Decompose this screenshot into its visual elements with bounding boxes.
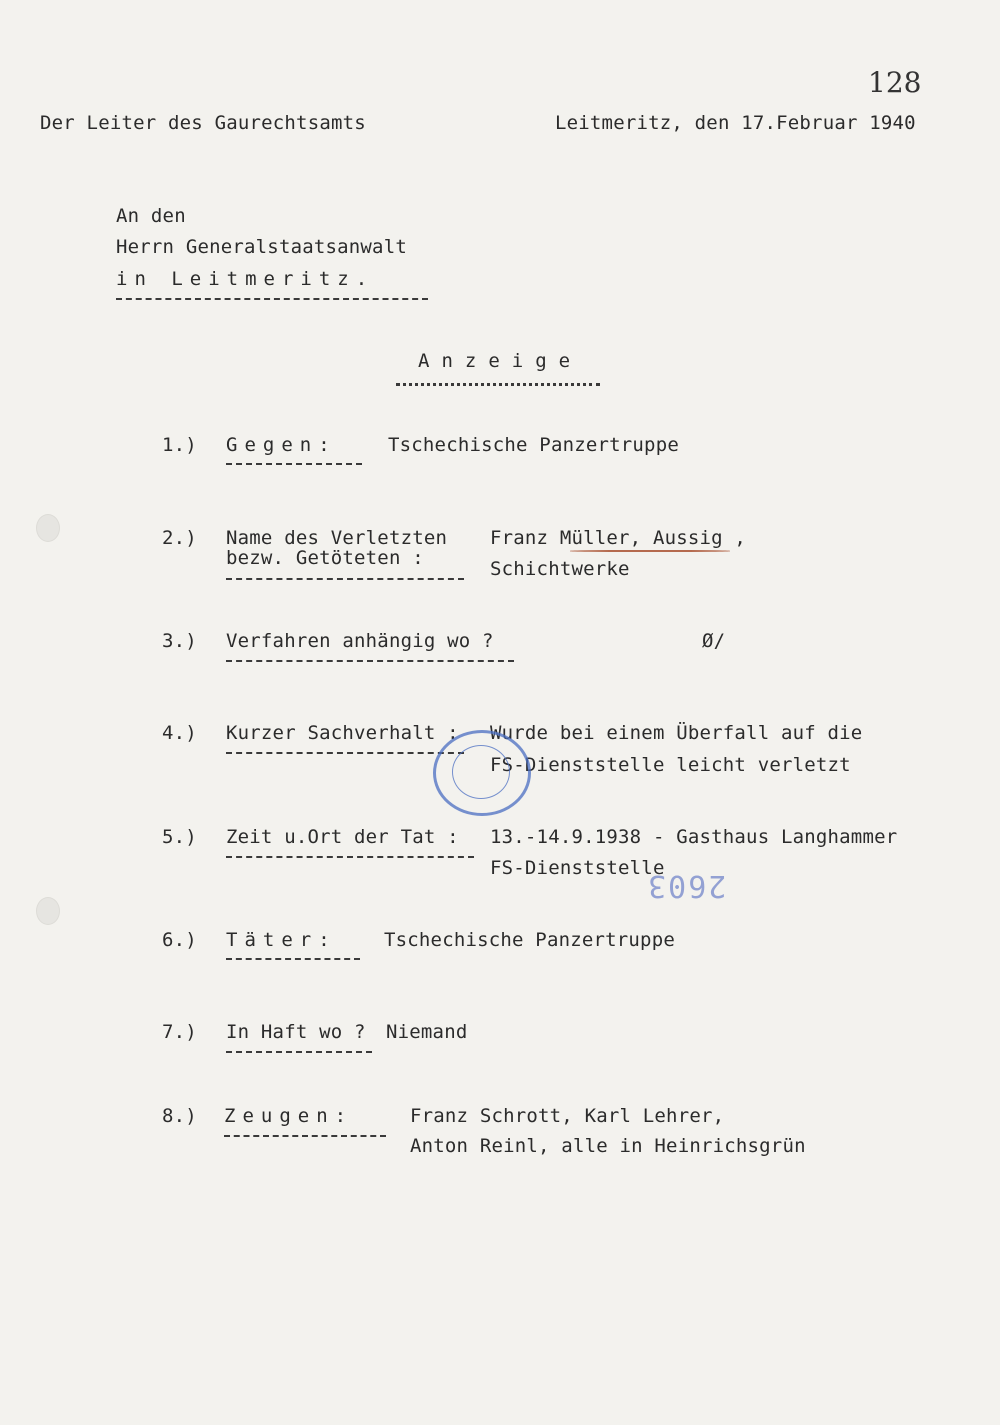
item-8-value-b: Anton Reinl, alle in Heinrichsgrün [410,1135,806,1157]
recipient-line-3: in Leitmeritz. [116,268,375,290]
item-6-label: Täter: [226,929,337,951]
item-2-value-b: Schichtwerke [490,558,630,580]
recipient-line-2: Herrn Generalstaatsanwalt [116,236,407,258]
item-7-underline [226,1051,372,1053]
item-1-label: Gegen: [226,434,337,456]
item-3-number: 3.) [162,630,197,652]
page-number: 128 [868,66,922,99]
item-8-number: 8.) [162,1105,197,1127]
item-2-underline [226,578,464,580]
item-4-number: 4.) [162,722,197,744]
item-1-number: 1.) [162,434,197,456]
item-2-number: 2.) [162,527,197,549]
punch-hole-lower [36,897,60,925]
item-4-underline [226,752,464,754]
item-5-label: Zeit u.Ort der Tat : [226,826,459,848]
item-4-value-a: Wurde bei einem Überfall auf die [490,722,863,744]
recipient-line-1: An den [116,205,186,227]
item-7-value: Niemand [386,1021,468,1043]
recipient-underline [116,298,428,300]
item-6-underline [226,958,360,960]
punch-hole-upper [36,514,60,542]
item-1-underline [226,463,362,465]
item-5-underline [226,856,474,858]
item-1-value: Tschechische Panzertruppe [388,434,679,456]
sender-line: Der Leiter des Gaurechtsamts [40,112,366,134]
item-8-underline [224,1135,386,1137]
blue-number-stamp: 2603 [646,868,727,903]
official-seal [433,730,531,816]
item-5-value-a: 13.-14.9.1938 - Gasthaus Langhammer [490,826,898,848]
item-2-label-a: Name des Verletzten [226,527,448,549]
place-date: Leitmeritz, den 17.Februar 1940 [555,112,916,134]
item-2-label-b: bezw. Getöteten : [226,547,424,569]
item-5-number: 5.) [162,826,197,848]
item-7-label: In Haft wo ? [226,1021,366,1043]
official-seal-inner-ring [452,745,510,799]
item-4-value-b: FS-Dienststelle leicht verletzt [490,754,851,776]
item-8-label: Zeugen: [224,1105,354,1127]
item-8-value-a: Franz Schrott, Karl Lehrer, [410,1105,725,1127]
item-3-underline [226,660,514,662]
item-2-value-a: Franz Müller, Aussig , [490,527,747,549]
item-6-value: Tschechische Panzertruppe [384,929,675,951]
title-underline [396,383,600,386]
item-7-number: 7.) [162,1021,197,1043]
item-3-label: Verfahren anhängig wo ? [226,630,494,652]
item-3-value: Ø/ [702,630,726,652]
item-6-number: 6.) [162,929,197,951]
document-title: Anzeige [418,350,583,372]
item-5-value-b: FS-Dienststelle [490,857,665,879]
name-underline-mark [570,550,730,552]
item-4-label: Kurzer Sachverhalt : [226,722,459,744]
